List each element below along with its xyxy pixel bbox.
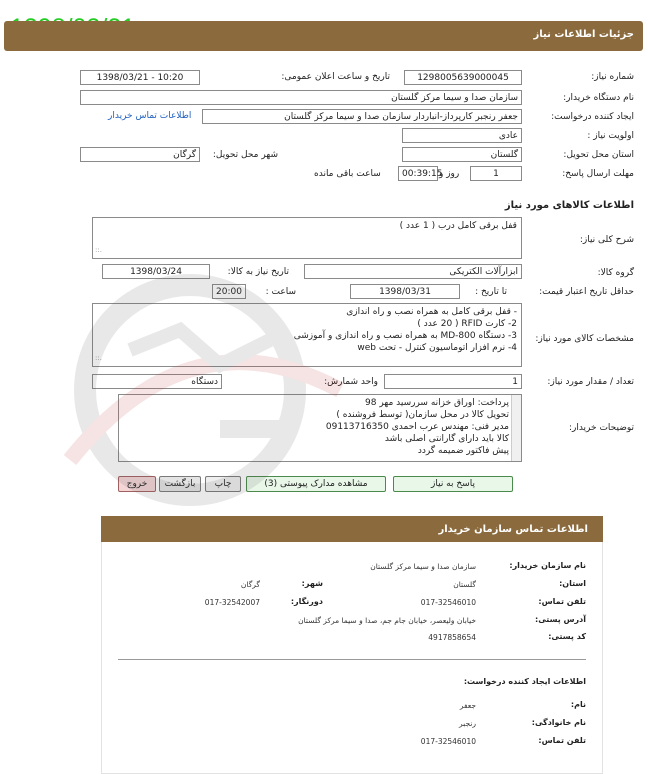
need-date-field: 1398/03/24 <box>102 264 210 279</box>
creator-phone-label: تلفن تماس: <box>538 736 586 745</box>
unit-label: واحد شمارش: <box>324 377 378 387</box>
back-button[interactable]: بازگشت <box>159 476 201 492</box>
contact-fax-value: 017-32542007 <box>204 598 260 607</box>
contact-province-label: استان: <box>559 579 586 588</box>
reply-button[interactable]: پاسخ به نیاز <box>393 476 513 492</box>
page-title: جزئیات اطلاعات نیاز <box>533 29 634 40</box>
deadline-day-word: روز و <box>439 169 460 179</box>
province-label: استان محل تحویل: <box>563 150 634 160</box>
goods-group-field: ابزارآلات الکتریکی <box>304 264 522 279</box>
contact-address-label: آدرس پستی: <box>535 615 586 624</box>
creator-info-title: اطلاعات ایجاد کننده درخواست: <box>463 677 586 686</box>
buyer-notes-textarea[interactable] <box>118 394 522 462</box>
notes-line: کالا باید دارای گارانتی اصلی باشد <box>384 434 509 444</box>
general-desc-text: قفل برقی کامل درب ( 1 عدد ) <box>399 221 517 231</box>
contact-city-label: شهر: <box>301 579 323 588</box>
validity-time-label: ساعت : <box>265 287 296 297</box>
contact-phone-value: 017-32546010 <box>420 598 476 607</box>
buyer-notes-label: توضیحات خریدار: <box>568 423 634 433</box>
need-number-field: 1298005639000045 <box>404 70 522 85</box>
creator-last-name-label: نام خانوادگی: <box>531 718 586 727</box>
notes-line: تحویل کالا در محل سازمان( توسط فروشنده ) <box>336 410 509 420</box>
general-desc-textarea <box>92 217 522 259</box>
contact-fax-label: دورنگار: <box>290 597 323 606</box>
need-date-label: تاریخ نیاز به کالا: <box>227 267 289 277</box>
contact-postal-value: 4917858654 <box>428 633 476 642</box>
specs-line: - قفل برقی کامل به همراه نصب و راه اندازی <box>346 307 517 317</box>
buyer-contact-panel <box>101 516 603 774</box>
contact-phone-label: تلفن تماس: <box>538 597 586 606</box>
unit-field: دستگاه <box>92 374 222 389</box>
buyer-org-label: نام دستگاه خریدار: <box>563 93 634 103</box>
city-field: گرگان <box>80 147 200 162</box>
general-desc-label: شرح کلی نیاز: <box>579 235 634 245</box>
creator-label: ایجاد کننده درخواست: <box>551 112 634 122</box>
deadline-time-field: 00:39:15 <box>398 166 438 181</box>
specs-textarea <box>92 303 522 367</box>
exit-button[interactable]: خروج <box>118 476 156 492</box>
validity-until-label: تا تاریخ : <box>475 287 507 297</box>
specs-line: 2- کارت RFID ( 20 عدد ) <box>417 319 517 329</box>
creator-field: جعفر رنجبر کارپرداز-انباردار سازمان صدا و سیما مرکز گلستان <box>202 109 522 124</box>
province-field: گلستان <box>402 147 522 162</box>
quantity-label: تعداد / مقدار مورد نیاز: <box>547 377 634 387</box>
panel-divider <box>118 659 586 660</box>
contact-address-value: خیابان ولیعصر، خیابان جام جم، صدا و سیما مرکز گلستان <box>298 616 476 625</box>
specs-line: 4- نرم افزار اتوماسیون کنترل - تحت web <box>357 343 517 353</box>
notes-scrollbar[interactable] <box>511 395 521 461</box>
notes-line: پرداخت: اوراق خزانه سررسید مهر 98 <box>365 398 509 408</box>
creator-first-name-label: نام: <box>570 700 586 709</box>
specs-line: 3- دستگاه MD-800 به همراه نصب و راه اندازی و آموزشی <box>293 331 517 341</box>
specs-label: مشخصات کالای مورد نیاز: <box>535 334 634 344</box>
notes-line: مدیر فنی: مهندس عرب احمدی 09113716350 <box>325 422 509 432</box>
creator-last-name-value: رنجبر <box>459 719 476 728</box>
deadline-label: مهلت ارسال پاسخ: <box>562 169 634 179</box>
print-button[interactable]: چاپ <box>205 476 241 492</box>
contact-postal-label: کد پستی: <box>548 632 586 641</box>
goods-section-title: اطلاعات کالاهای مورد نیاز <box>504 200 634 211</box>
notes-line: پیش فاکتور ضمیمه گردد <box>417 446 509 456</box>
announce-date-label: تاریخ و ساعت اعلان عمومی: <box>281 72 390 82</box>
validity-label: حداقل تاریخ اعتبار قیمت: <box>539 287 634 297</box>
goods-group-label: گروه کالا: <box>597 268 634 278</box>
attachments-button[interactable]: مشاهده مدارک پیوستی (3) <box>246 476 386 492</box>
buyer-contact-link[interactable]: اطلاعات تماس خریدار <box>108 111 192 121</box>
deadline-days-field: 1 <box>470 166 522 181</box>
validity-time-field: 20:00 <box>212 284 246 299</box>
priority-label: اولویت نیاز : <box>587 131 634 141</box>
buyer-org-field: سازمان صدا و سیما مرکز گلستان <box>80 90 522 105</box>
deadline-remaining-text: ساعت باقی مانده <box>314 169 381 179</box>
resize-grip-icon: .:: <box>95 246 102 254</box>
buyer-contact-panel-title: اطلاعات تماس سازمان خریدار <box>438 524 588 535</box>
creator-first-name-value: جعفر <box>459 701 476 710</box>
contact-province-value: گلستان <box>453 580 476 589</box>
contact-city-value: گرگان <box>240 580 260 589</box>
validity-date-field: 1398/03/31 <box>350 284 460 299</box>
contact-org-label: نام سازمان خریدار: <box>509 561 586 570</box>
announce-date-field: 1398/03/21 - 10:20 <box>80 70 200 85</box>
quantity-field: 1 <box>384 374 522 389</box>
need-number-label: شماره نیاز: <box>591 72 634 82</box>
contact-org-value: سازمان صدا و سیما مرکز گلستان <box>370 562 476 571</box>
city-label: شهر محل تحویل: <box>212 150 278 160</box>
creator-phone-value: 017-32546010 <box>420 737 476 746</box>
priority-field: عادی <box>402 128 522 143</box>
resize-grip-icon: .:: <box>95 354 102 362</box>
